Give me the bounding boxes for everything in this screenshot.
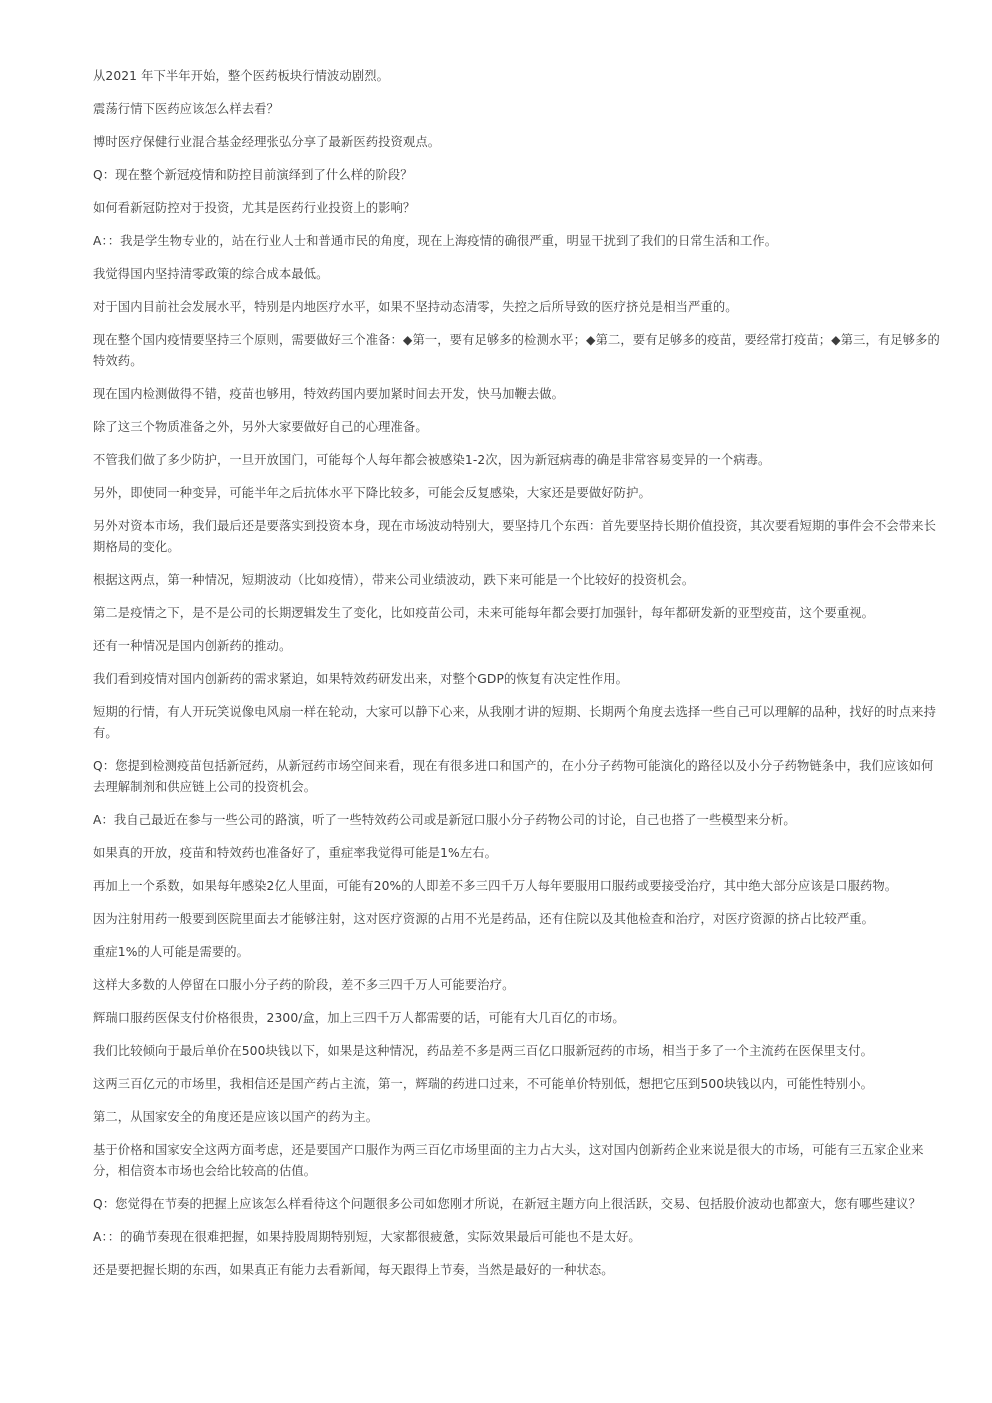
paragraph: 博时医疗保健行业混合基金经理张弘分享了最新医药投资观点。 bbox=[93, 135, 441, 149]
paragraph: 现在整个国内疫情要坚持三个原则，需要做好三个准备：◆第一，要有足够多的检测水平；◆第二，要有足够多的疫苗，要经常打疫苗；◆第三，有足够多的特效药。 bbox=[93, 333, 940, 368]
paragraph: 如果真的开放，疫苗和特效药也准备好了，重症率我觉得可能是1%左右。 bbox=[93, 846, 498, 860]
paragraph: 除了这三个物质准备之外，另外大家要做好自己的心理准备。 bbox=[93, 420, 428, 434]
paragraph: 我觉得国内坚持清零政策的综合成本最低。 bbox=[93, 267, 329, 281]
paragraph: 震荡行情下医药应该怎么样去看？ bbox=[93, 102, 279, 116]
paragraph: 还有一种情况是国内创新药的推动。 bbox=[93, 639, 292, 653]
paragraph: 这样大多数的人停留在口服小分子药的阶段，差不多三四千万人可能要治疗。 bbox=[93, 978, 515, 992]
paragraph: 这两三百亿元的市场里，我相信还是国产药占主流，第一，辉瑞的药进口过来，不可能单价特别低，想把它压到500块钱以内，可能性特别小。 bbox=[93, 1077, 873, 1091]
paragraph: 如何看新冠防控对于投资，尤其是医药行业投资上的影响？ bbox=[93, 201, 416, 215]
question-paragraph: Q：现在整个新冠疫情和防控目前演绎到了什么样的阶段？ bbox=[93, 168, 413, 182]
paragraph: 根据这两点，第一种情况，短期波动（比如疫情），带来公司业绩波动，跌下来可能是一个比较好的投资机会。 bbox=[93, 573, 695, 587]
paragraph: 辉瑞口服药医保支付价格很贵，2300/盒，加上三四千万人都需要的话，可能有大几百亿的市场。 bbox=[93, 1011, 625, 1025]
question-paragraph: Q：您觉得在节奏的把握上应该怎么样看待这个问题很多公司如您刚才所说，在新冠主题方向上很活跃，交易、包括股价波动也都蛮大，您有哪些建议？ bbox=[93, 1197, 921, 1211]
paragraph: 现在国内检测做得不错，疫苗也够用，特效药国内要加紧时间去开发，快马加鞭去做。 bbox=[93, 387, 565, 401]
paragraph: 还是要把握长期的东西，如果真正有能力去看新闻，每天跟得上节奏，当然是最好的一种状态。 bbox=[93, 1263, 614, 1277]
article-body bbox=[93, 66, 945, 1293]
paragraph: 基于价格和国家安全这两方面考虑，还是要国产口服作为两三百亿市场里面的主力占大头，这对国内创新药企业来说是很大的市场，可能有三五家企业来分，相信资本市场也会给比较高的估值。 bbox=[93, 1143, 924, 1178]
paragraph: 第二是疫情之下，是不是公司的长期逻辑发生了变化，比如疫苗公司，未来可能每年都会要打加强针，每年都研发新的亚型疫苗，这个要重视。 bbox=[93, 606, 875, 620]
paragraph: 因为注射用药一般要到医院里面去才能够注射，这对医疗资源的占用不光是药品，还有住院以及其他检查和治疗，对医疗资源的挤占比较严重。 bbox=[93, 912, 875, 926]
paragraph: 短期的行情，有人开玩笑说像电风扇一样在轮动，大家可以静下心来，从我刚才讲的短期、长期两个角度去选择一些自己可以理解的品种，找好的时点来持有。 bbox=[93, 705, 936, 740]
question-paragraph: Q：您提到检测疫苗包括新冠药，从新冠药市场空间来看，现在有很多进口和国产的，在小分子药物可能演化的路径以及小分子药物链条中，我们应该如何去理解制剂和供应链上公司的投资机会。 bbox=[93, 759, 934, 794]
paragraph: 另外对资本市场，我们最后还是要落实到投资本身，现在市场波动特别大，要坚持几个东西：首先要坚持长期价值投资，其次要看短期的事件会不会带来长期格局的变化。 bbox=[93, 519, 936, 554]
answer-paragraph: A：：我是学生物专业的，站在行业人士和普通市民的角度，现在上海疫情的确很严重，明显干扰到了我们的日常生活和工作。 bbox=[93, 234, 778, 248]
paragraph: 另外，即使同一种变异，可能半年之后抗体水平下降比较多，可能会反复感染，大家还是要做好防护。 bbox=[93, 486, 651, 500]
paragraph: 第二，从国家安全的角度还是应该以国产的药为主。 bbox=[93, 1110, 379, 1124]
answer-paragraph: A：我自己最近在参与一些公司的路演，听了一些特效药公司或是新冠口服小分子药物公司的讨论，自己也搭了一些模型来分析。 bbox=[93, 813, 796, 827]
paragraph: 对于国内目前社会发展水平，特别是内地医疗水平，如果不坚持动态清零，失控之后所导致的医疗挤兑是相当严重的。 bbox=[93, 300, 738, 314]
paragraph: 不管我们做了多少防护，一旦开放国门，可能每个人每年都会被感染1-2次，因为新冠病毒的确是非常容易变异的一个病毒。 bbox=[93, 453, 771, 467]
paragraph: 重症1%的人可能是需要的。 bbox=[93, 945, 250, 959]
paragraph: 从2021 年下半年开始，整个医药板块行情波动剧烈。 bbox=[93, 69, 390, 83]
paragraph: 再加上一个系数，如果每年感染2亿人里面，可能有20%的人即差不多三四千万人每年要服用口服药或要接受治疗，其中绝大部分应该是口服药物。 bbox=[93, 879, 898, 893]
paragraph: 我们看到疫情对国内创新药的需求紧迫，如果特效药研发出来，对整个GDP的恢复有决定性作用。 bbox=[93, 672, 628, 686]
answer-paragraph: A：：的确节奏现在很难把握，如果持股周期特别短，大家都很疲惫，实际效果最后可能也不是太好。 bbox=[93, 1230, 641, 1244]
paragraph: 我们比较倾向于最后单价在500块钱以下，如果是这种情况，药品差不多是两三百亿口服新冠药的市场，相当于多了一个主流药在医保里支付。 bbox=[93, 1044, 873, 1058]
